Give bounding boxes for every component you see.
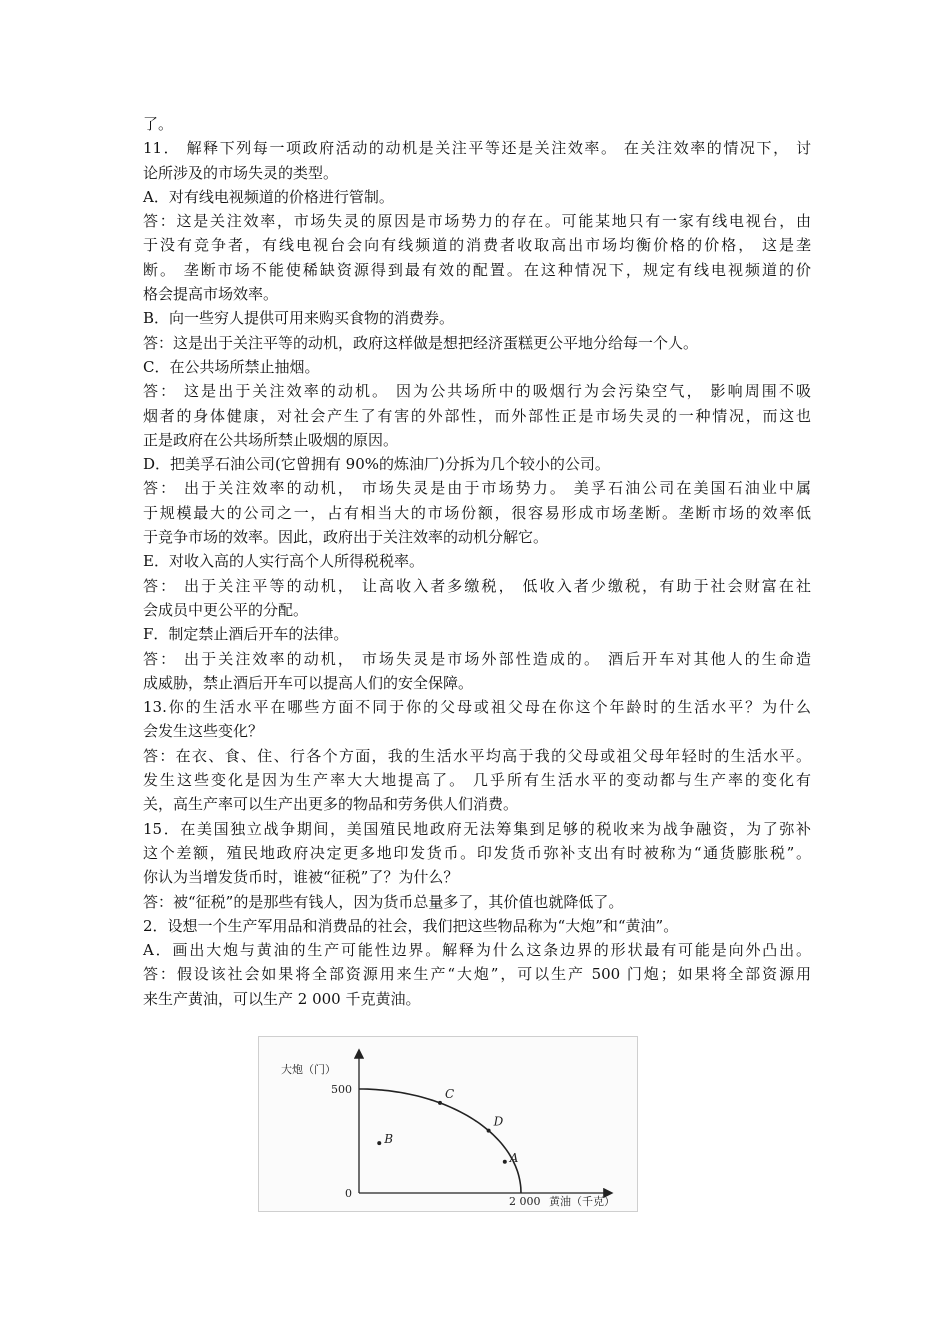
point-markers xyxy=(377,1087,519,1165)
text-line: D．把美孚石油公司(它曾拥有 90%的炼油厂)分拆为几个较小的公司。 xyxy=(143,455,610,474)
text-line: 关，高生产率可以生产出更多的物品和劳务供人们消费。 xyxy=(143,795,519,814)
x-axis-label: 黄油（千克） xyxy=(549,1195,615,1208)
text-line: A．对有线电视频道的价格进行管制。 xyxy=(143,187,394,206)
point-d-dot xyxy=(487,1129,491,1133)
text-line: 答：这是出于关注平等的动机，政府这样做是想把经济蛋糕更公平地分给每一个人。 xyxy=(143,333,699,352)
text-line: 2．设想一个生产军用品和消费品的社会，我们把这些物品称为“大炮”和“黄油”。 xyxy=(143,916,679,935)
text-line: 会发生这些变化？ xyxy=(143,722,264,741)
x-max-label: 2 000 xyxy=(509,1195,541,1208)
point-d-label: D xyxy=(493,1114,504,1129)
text-line: B．向一些穷人提供可用来购买食物的消费券。 xyxy=(143,309,455,328)
text-line: 发生这些变化是因为生产率大大地提高了。 几乎所有生活水平的变动都与生产率的变化有 xyxy=(143,771,811,790)
ppf-chart xyxy=(259,1037,637,1211)
text-line: 格会提高市场效率。 xyxy=(143,285,279,304)
point-b-dot xyxy=(377,1141,381,1145)
origin-label: 0 xyxy=(345,1187,352,1200)
text-line: 来生产黄油，可以生产 2 000 千克黄油。 xyxy=(143,989,421,1008)
y-axis-label: 大炮（门） xyxy=(281,1063,336,1076)
text-line: 正是政府在公共场所禁止吸烟的原因。 xyxy=(143,430,399,449)
text-line: 这个差额，殖民地政府决定更多地印发货币。印发货币弥补支出有时被称为“通货膨胀税”。 xyxy=(143,843,811,862)
text-line: 11． 解释下列每一项政府活动的动机是关注平等还是关注效率。 在关注效率的情况下， 讨 xyxy=(143,139,811,158)
text-line: 15．在美国独立战争期间，美国殖民地政府无法筹集到足够的税收来为战争融资，为了弥补 xyxy=(143,819,811,838)
text-line: 答： 出于关注效率的动机， 市场失灵是由于市场势力。 美孚石油公司在美国石油业中属 xyxy=(143,479,811,498)
point-b-label: B xyxy=(384,1132,394,1147)
text-line: 于没有竞争者，有线电视台会向有线频道的消费者收取高出市场均衡价格的价格， 这是垄 xyxy=(143,236,811,255)
text-line: 断。 垄断市场不能使稀缺资源得到最有效的配置。在这种情况下，规定有线电视频道的价 xyxy=(143,260,811,279)
text-line: 于规模最大的公司之一，占有相当大的市场份额，很容易形成市场垄断。垄断市场的效率低 xyxy=(143,503,811,522)
text-line: E．对收入高的人实行高个人所得税税率。 xyxy=(143,552,424,571)
text-line: 你认为当增发货币时，谁被“征税”了？为什么？ xyxy=(143,868,459,887)
point-a-dot xyxy=(503,1160,507,1164)
text-line: 答：在衣、食、住、行各个方面，我的生活水平均高于我的父母或祖父母年轻时的生活水平。 xyxy=(143,746,811,765)
point-a-label: A xyxy=(509,1150,519,1165)
y-max-label: 500 xyxy=(331,1083,352,1096)
text-line: 论所涉及的市场失灵的类型。 xyxy=(143,163,339,182)
text-line: 了。 xyxy=(143,115,174,133)
text-line: 答：被“征税”的是那些有钱人，因为货币总量多了，其价值也就降低了。 xyxy=(143,892,624,911)
text-line: 于竞争市场的效率。因此，政府出于关注效率的动机分解它。 xyxy=(143,528,549,547)
text-line: 答： 出于关注平等的动机， 让高收入者多缴税， 低收入者少缴税，有助于社会财富在社 xyxy=(143,576,811,595)
text-line: 答：这是关注效率，市场失灵的原因是市场势力的存在。可能某地只有一家有线电视台，由 xyxy=(143,212,811,231)
text-line: 成威胁，禁止酒后开车可以提高人们的安全保障。 xyxy=(143,673,474,692)
text-line: 答：假设该社会如果将全部资源用来生产“大炮”，可以生产 500 门炮；如果将全部资源用 xyxy=(143,965,811,984)
text-line: 13.你的生活水平在哪些方面不同于你的父母或祖父母在你这个年龄时的生活水平？为什么 xyxy=(143,698,811,717)
point-c-dot xyxy=(438,1101,442,1105)
text-line: A．画出大炮与黄油的生产可能性边界。解释为什么这条边界的形状最有可能是向外凸出。 xyxy=(143,941,811,960)
text-line: C．在公共场所禁止抽烟。 xyxy=(143,357,320,376)
ppf-figure xyxy=(258,1036,638,1212)
point-c-label: C xyxy=(445,1086,455,1101)
text-line: 烟者的身体健康，对社会产生了有害的外部性，而外部性正是市场失灵的一种情况，而这也 xyxy=(143,406,811,425)
text-line: F．制定禁止酒后开车的法律。 xyxy=(143,625,349,644)
text-line: 答： 出于关注效率的动机， 市场失灵是市场外部性造成的。 酒后开车对其他人的生命造 xyxy=(143,649,811,668)
text-line: 答： 这是出于关注效率的动机。 因为公共场所中的吸烟行为会污染空气， 影响周围不吸 xyxy=(143,382,811,401)
document-body xyxy=(143,112,811,1011)
text-line: 会成员中更公平的分配。 xyxy=(143,600,309,619)
